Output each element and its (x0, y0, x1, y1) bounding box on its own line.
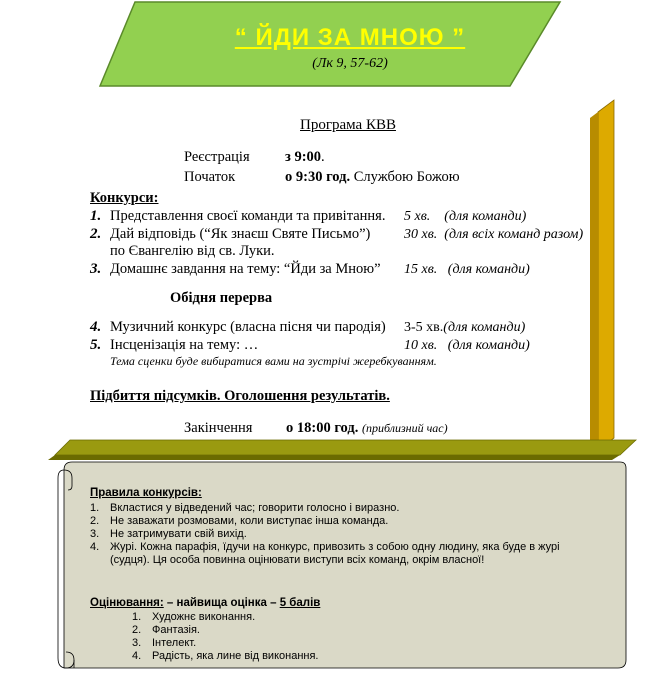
duration: 5 хв. (404, 209, 431, 224)
rule-text: Вкластися у відведений час; говорити голосно і виразно. (110, 502, 400, 514)
start-label: Початок (184, 169, 236, 185)
contest-item-2 (90, 226, 370, 243)
finish-approx: (приблизний час) (361, 421, 448, 435)
contest-number: 2. (90, 226, 102, 242)
contest-number: 4. (90, 319, 102, 335)
start-time: о 9:30 год. (285, 169, 351, 185)
registration-suffix: . (321, 149, 325, 165)
rule-number: 2. (90, 515, 100, 527)
contest-item-3 (90, 261, 381, 278)
list-item (132, 637, 319, 650)
list-item (132, 611, 319, 624)
rules-heading: Правила конкурсів: (90, 487, 202, 499)
results-heading: Підбиття підсумків. Оголошення результатів. (90, 388, 390, 404)
banner-title: “ ЙДИ ЗА МНОЮ ” (234, 24, 466, 51)
score-text: Художнє виконання. (152, 611, 256, 623)
contest-duration-4 (404, 320, 525, 336)
list-item (132, 624, 319, 637)
program-title: Програма КВВ (300, 117, 396, 133)
contest-number: 1. (90, 208, 102, 224)
contest-text: Музичний конкурс (власна пісня чи пародія) (110, 319, 386, 335)
rule-number: 4. (90, 541, 100, 553)
scoring-label: Оцінювання: (90, 597, 164, 609)
start-detail: Службою Божою (350, 169, 460, 185)
audience: (для команди) (447, 262, 530, 277)
banner-reference: (Лк 9, 57-62) (312, 56, 388, 71)
audience: (для всіх команд разом) (444, 227, 584, 242)
duration: 3-5 хв. (404, 320, 444, 335)
horizontal-bar (55, 440, 636, 455)
rule-number: 1. (90, 502, 100, 514)
score-number: 3. (132, 637, 142, 649)
duration: 30 хв. (404, 227, 438, 242)
contest-duration-2 (404, 227, 583, 243)
contest-item-2-cont: по Євангелію від св. Луки. (110, 243, 275, 259)
registration-label: Реєстрація (184, 149, 250, 165)
finish-time: о 18:00 год. (286, 420, 359, 436)
contest-text: Представлення своєї команди та привітання. (110, 208, 386, 224)
list-item (90, 541, 610, 554)
contest-text: Домашнє завдання на тему: “Йди за Мною” (110, 261, 381, 277)
audience: (для команди) (443, 320, 526, 335)
score-text: Фантазія. (152, 624, 200, 636)
registration-time-line (285, 149, 325, 166)
scoring-list (132, 611, 319, 663)
list-item (90, 502, 610, 515)
scoring-line (90, 597, 320, 609)
contest-number: 3. (90, 261, 102, 277)
rules-list (90, 502, 610, 567)
audience: (для команди) (444, 209, 527, 224)
registration-time: з 9:00 (285, 149, 322, 165)
contest-duration-5 (404, 338, 530, 354)
finish-label: Закінчення (184, 420, 253, 436)
duration: 10 хв. (404, 338, 438, 353)
score-text: Інтелект. (152, 637, 197, 649)
contests-heading: Конкурси: (90, 190, 159, 206)
list-item-cont: (судця). Ця особа повинна оцінювати виступи всіх команд, окрім власної! (110, 554, 485, 566)
rule-text: Журі. Кожна парафія, їдучи на конкурс, привозить з собою одну людину, яка буде в журі (110, 541, 560, 553)
finish-time-line (286, 420, 448, 437)
rule-number: 3. (90, 528, 100, 540)
rule-text: Не затримувати свій вихід. (110, 528, 247, 540)
contest-duration-3 (404, 262, 530, 278)
vertical-bar (598, 100, 614, 450)
contest-item-5 (90, 337, 258, 354)
list-item (132, 650, 319, 663)
contest-item-1 (90, 208, 385, 225)
contest-text: Дай відповідь (“Як знаєш Святе Письмо”) (110, 226, 371, 242)
score-number: 1. (132, 611, 142, 623)
rule-text: Не заважати розмовами, коли виступає інша команда. (110, 515, 389, 527)
contest-text: Інсценізація на тему: … (110, 337, 259, 353)
list-item (90, 528, 610, 541)
contest-item-4 (90, 319, 386, 336)
duration: 15 хв. (404, 262, 438, 277)
scoring-max: 5 балів (279, 597, 321, 609)
score-number: 2. (132, 624, 142, 636)
lunch-break: Обідня перерва (170, 290, 273, 306)
contest-duration-1 (404, 209, 526, 225)
list-item (90, 515, 610, 528)
score-text: Радість, яка лине від виконання. (152, 650, 319, 662)
scoring-middle: – найвища оцінка – (163, 597, 280, 609)
contest-number: 5. (90, 337, 102, 353)
score-number: 4. (132, 650, 142, 662)
start-time-line (285, 169, 460, 186)
contest-note: Тема сценки буде вибиратися вами на зустрічі жеребкуванням. (110, 354, 437, 368)
audience: (для команди) (447, 338, 530, 353)
